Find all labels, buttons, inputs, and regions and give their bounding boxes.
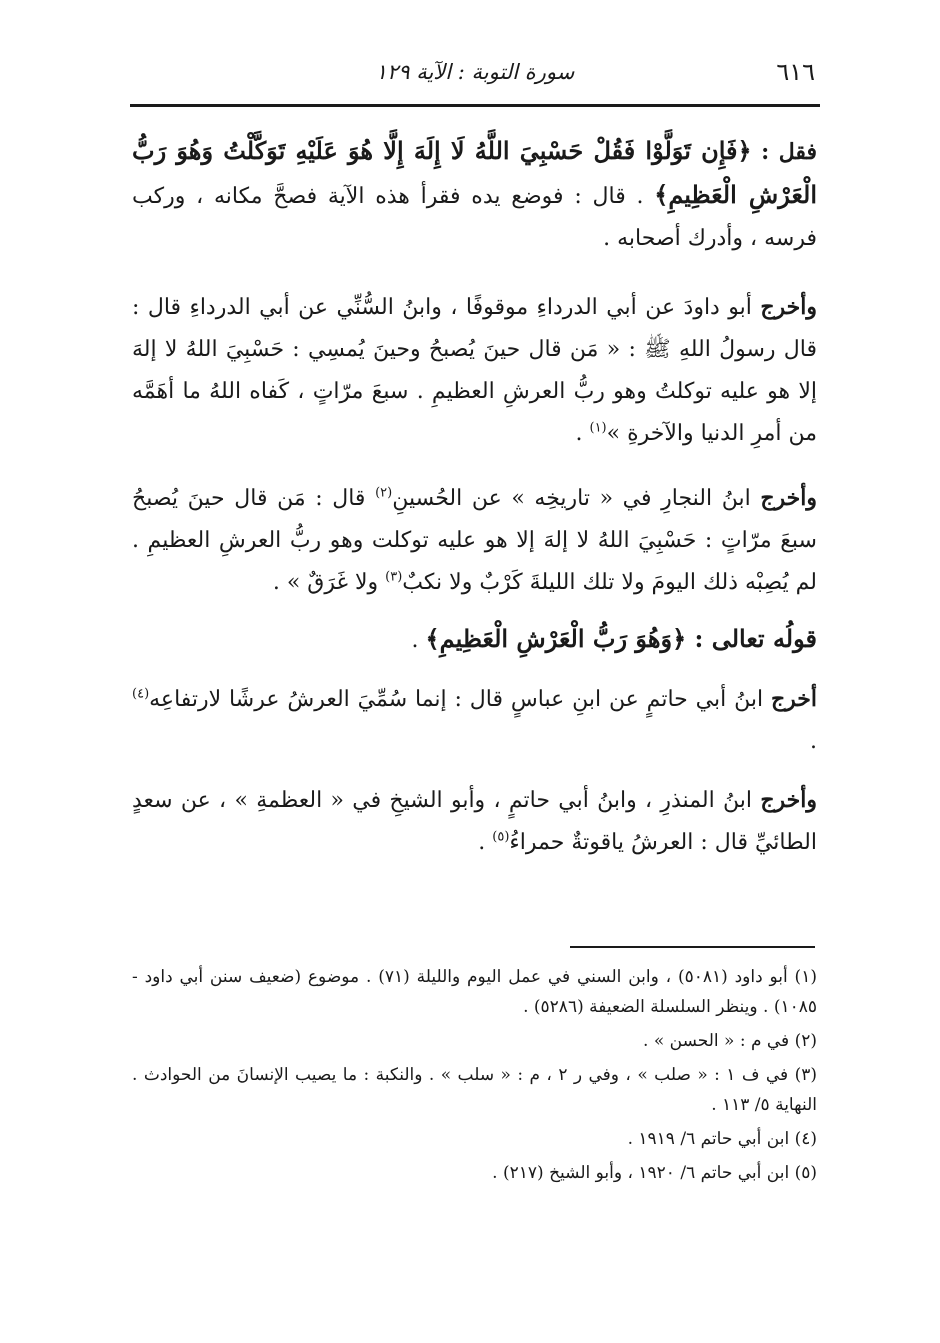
paragraph-tail: . [810, 729, 817, 754]
heading-lead: قولُه تعالى : [686, 624, 817, 653]
paragraph-text: ابنُ النجارِ في « تاريخِه » عن الحُسينِ [392, 486, 761, 511]
quran-verse: ﴿وَهُوَ رَبُّ الْعَرْشِ الْعَظِيمِ﴾ [425, 624, 687, 653]
footnote-reference[interactable]: (٥) [492, 829, 510, 845]
footnotes [132, 962, 817, 1192]
footnote-rule [570, 946, 815, 948]
footnote-reference[interactable]: (٢) [375, 485, 393, 501]
page-header [135, 58, 815, 98]
verse-heading [132, 618, 817, 662]
footnote-3: (٣) في ف ١ : « صلب » ، وفي ر ٢ ، م : « سلب » . والنكبة : ما يصيب الإنسانَ من الحوادث . النهاية ٥/ ١١٣ . [132, 1065, 818, 1115]
page-number: ٦١٦ [776, 58, 815, 86]
header-rule [130, 104, 820, 107]
footnote-reference[interactable]: (٤) [132, 686, 150, 702]
paragraph-lead: فقل : [751, 139, 817, 165]
footnote-5: (٥) ابن أبي حاتم ٦/ ١٩٢٠ ، وأبو الشيخ (٢١٧) . [492, 1163, 817, 1183]
paragraph-text-continued: قال : مَن قال حينَ يُصبحُ سبعَ مرّاتٍ : حَسْبِيَ اللهُ لا إلهَ إلا هو عليه توكلت وهو ربُّ العرشِ العظيمِ . لم يُصِبْه ذلك اليومَ ولا تلك الليلةَ كَرْبٌ ولا نكبٌ [132, 486, 817, 595]
paragraph-lead: أخرج [770, 686, 817, 712]
paragraph-lead: وأخرج [760, 294, 817, 320]
paragraph-5 [132, 779, 817, 864]
paragraph-text: ابنُ أبي حاتمٍ عن ابنِ عباسٍ قال : إنما سُمِّيَ العرشُ عرشًا لارتفاعِه [149, 687, 771, 712]
paragraph-3 [132, 477, 817, 604]
paragraph-tail: . [575, 421, 590, 446]
footnote-reference[interactable]: (١) [589, 420, 607, 436]
paragraph-tail: . [478, 830, 493, 855]
paragraph-2 [132, 286, 817, 455]
footnote-4: (٤) ابن أبي حاتم ٦/ ١٩١٩ . [627, 1129, 817, 1149]
heading-tail: . [411, 628, 426, 653]
paragraph-tail: ولا غَرَقٌ » . [272, 570, 386, 595]
quran-verse: ﴿فَإِن تَوَلَّوْا فَقُلْ حَسْبِيَ اللَّهُ لَا إِلَهَ إِلَّا هُوَ عَلَيْهِ تَوَكَّلْتُ وَهُوَ رَبُّ الْعَرْشِ الْعَظِيمِ﴾ [132, 136, 818, 209]
paragraph-lead: وأخرج [760, 485, 818, 511]
paragraph-4 [132, 678, 817, 763]
paragraph-lead: وأخرج [760, 787, 817, 813]
paragraph-text: أبو داودَ عن أبي الدرداءِ موقوفًا ، وابنُ السُّنِّي عن أبي الدرداءِ قال : قال رسولُ اللهِ ﷺ : « مَن قال حينَ يُصبحُ وحينَ يُمسِي : حَسْبِيَ اللهُ لا إلهَ إلا هو عليه توكلتُ وهو ربُّ العرشِ العظيمِ . سبعَ مرّاتٍ ، كَفاه اللهُ ما أهَمَّه من أمرِ الدنيا والآخرةِ » [132, 295, 817, 446]
paragraph-text: ابنُ المنذرِ ، وابنُ أبي حاتمٍ ، وأبو الشيخِ في « العظمةِ » ، عن سعدٍ الطائيِّ قال : العرشُ ياقوتةٌ حمراءُ [132, 788, 817, 855]
running-title: سورة التوبة : الآية ١٢٩ [375, 60, 575, 84]
footnote-2: (٢) في م : « الحسن » . [643, 1031, 817, 1051]
paragraph-1 [132, 130, 817, 260]
footnote-1: (١) أبو داود (٥٠٨١) ، وابن السني في عمل اليوم والليلة (٧١) . موضوع (ضعيف سنن أبي داود - ١٠٨٥) . وينظر السلسلة الضعيفة (٥٢٨٦) . [132, 967, 817, 1017]
footnote-reference[interactable]: (٣) [385, 569, 403, 585]
paragraph-text: . قال : فوضع يده فقرأ هذه الآية فصحَّ مكانه ، وركب فرسه ، وأدرك أصحابه . [132, 184, 817, 251]
main-text [132, 130, 817, 864]
